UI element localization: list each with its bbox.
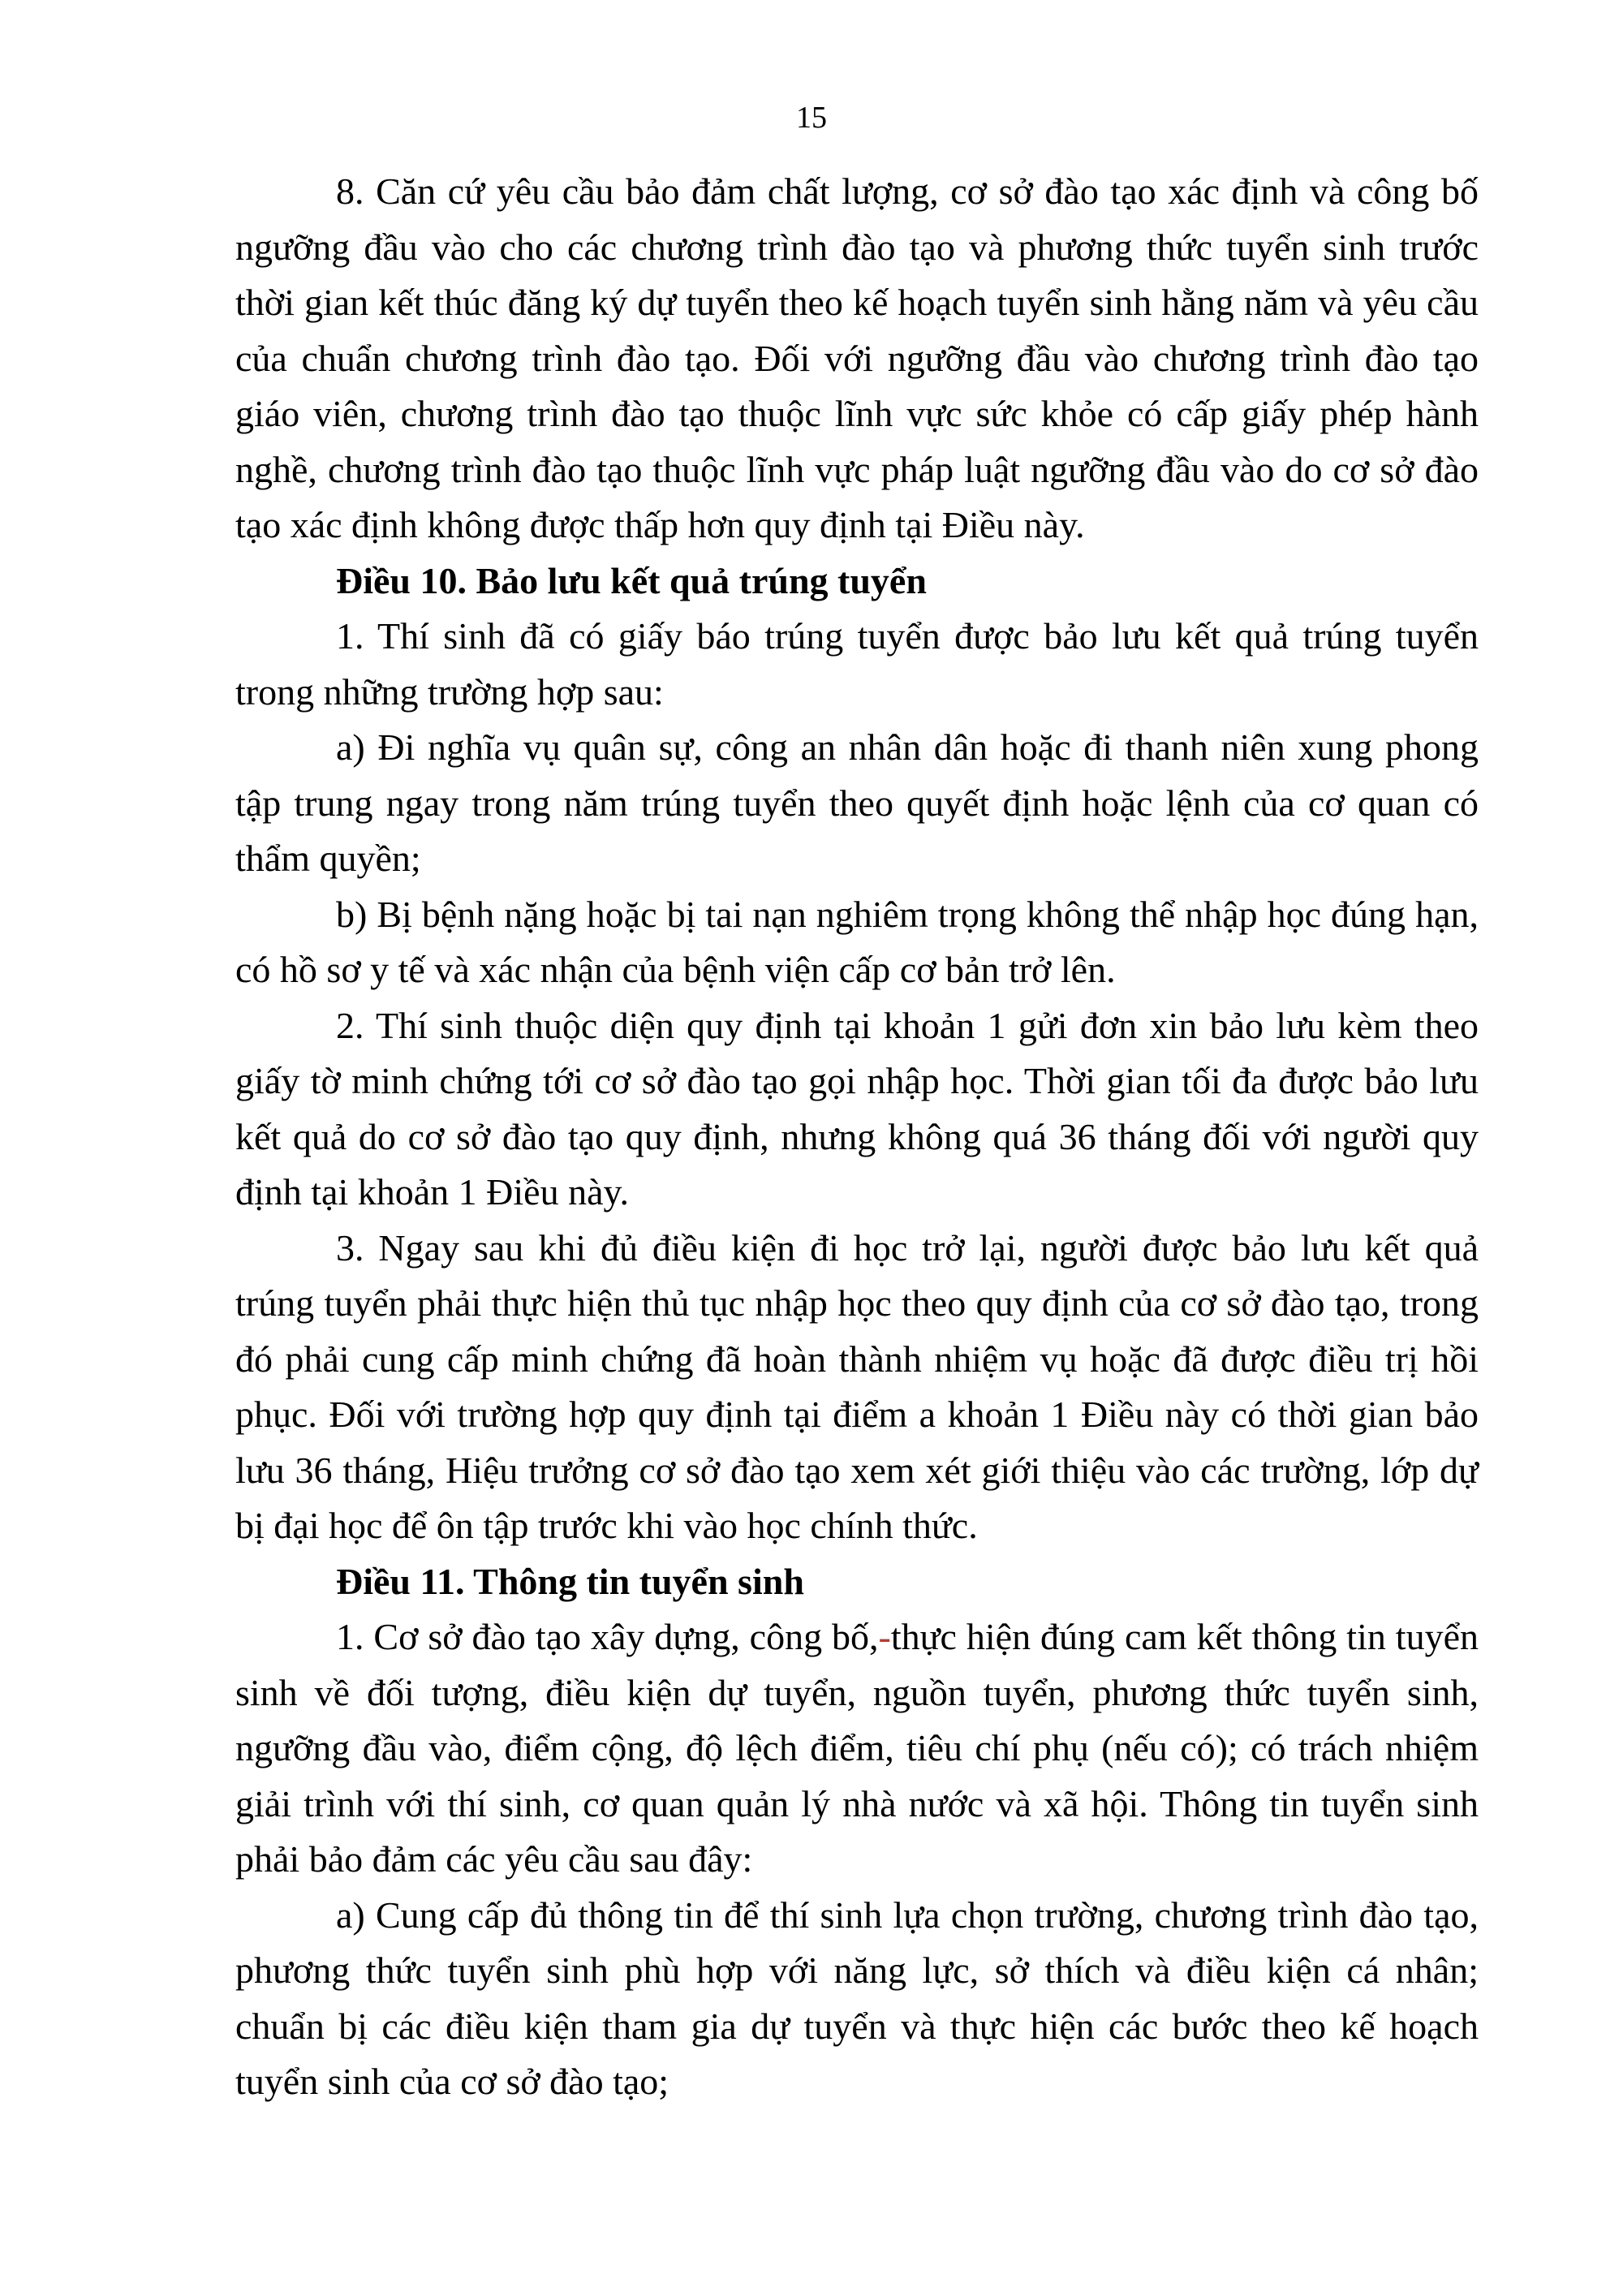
article-11-clause-1-start: 1. Cơ sở đào tạo xây dựng, công bố, [336,1616,879,1657]
article-11-clause-1a: a) Cung cấp đủ thông tin để thí sinh lựa chọn trường, chương trình đào tạo, phương thức tuyển sinh phù hợp với năng lực, sở thích và điều kiện cá nhân; chuẩn bị các điều kiện tham gia dự tuyển và thực hiện các bước theo kế hoạch tuyển sinh của cơ sở đào tạo; [235,1893,1479,2102]
article-10-clause-1: 1. Thí sinh đã có giấy báo trúng tuyển được bảo lưu kết quả trúng tuyển trong những trường hợp sau: [235,615,1479,713]
article-10-clause-2: 2. Thí sinh thuộc diện quy định tại khoản 1 gửi đơn xin bảo lưu kèm theo giấy tờ minh chứng tới cơ sở đào tạo gọi nhập học. Thời gian tối đa được bảo lưu kết quả do cơ sở đào tạo quy định, nhưng không quá 36 tháng đối với người quy định tại khoản 1 Điều này. [235,1004,1479,1213]
article-10-clause-1b: b) Bị bệnh nặng hoặc bị tai nạn nghiêm trọng không thể nhập học đúng hạn, có hồ sơ y tế và xác nhận của bệnh viện cấp cơ bản trở lên. [235,893,1479,990]
page-number: 15 [796,101,827,135]
edit-mark: - [878,1616,891,1657]
article-11-heading: Điều 11. Thông tin tuyển sinh [336,1560,804,1602]
clause-8: 8. Căn cứ yêu cầu bảo đảm chất lượng, cơ sở đào tạo xác định và công bố ngưỡng đầu vào cho các chương trình đào tạo và phương thức tuyển sinh trước thời gian kết thúc đăng ký dự tuyển theo kế hoạch tuyển sinh hằng năm và yêu cầu của chuẩn chương trình đào tạo. Đối với ngưỡng đầu vào chương trình đào tạo giáo viên, chương trình đào tạo thuộc lĩnh vực sức khỏe có cấp giấy phép hành nghề, chương trình đào tạo thuộc lĩnh vực pháp luật ngưỡng đầu vào do cơ sở đào tạo xác định không được thấp hơn quy định tại Điều này. [235,170,1479,545]
article-11-clause-1-rest: thực hiện đúng cam kết thông tin tuyển sinh về đối tượng, điều kiện dự tuyển, nguồn tuyển, phương thức tuyển sinh, ngưỡng đầu vào, điểm cộng, độ lệch điểm, tiêu chí phụ (nếu có); có trách nhiệm giải trình với thí sinh, cơ quan quản lý nhà nước và xã hội. Thông tin tuyển sinh phải bảo đảm các yêu cầu sau đây: [235,1616,1479,1880]
article-10-clause-1a: a) Đi nghĩa vụ quân sự, công an nhân dân hoặc đi thanh niên xung phong tập trung ngay trong năm trúng tuyển theo quyết định hoặc lệnh của cơ quan có thẩm quyền; [235,726,1479,879]
document-body [235,164,1479,2110]
article-11-clause-1 [235,1609,1479,1888]
article-10-heading: Điều 10. Bảo lưu kết quả trúng tuyển [336,559,927,601]
article-10-clause-3: 3. Ngay sau khi đủ điều kiện đi học trở lại, người được bảo lưu kết quả trúng tuyển phải thực hiện thủ tục nhập học theo quy định của cơ sở đào tạo, trong đó phải cung cấp minh chứng đã hoàn thành nhiệm vụ hoặc đã được điều trị hồi phục. Đối với trường hợp quy định tại điểm a khoản 1 Điều này có thời gian bảo lưu 36 tháng, Hiệu trưởng cơ sở đào tạo xem xét giới thiệu vào các trường, lớp dự bị đại học để ôn tập trước khi vào học chính thức. [235,1226,1479,1546]
